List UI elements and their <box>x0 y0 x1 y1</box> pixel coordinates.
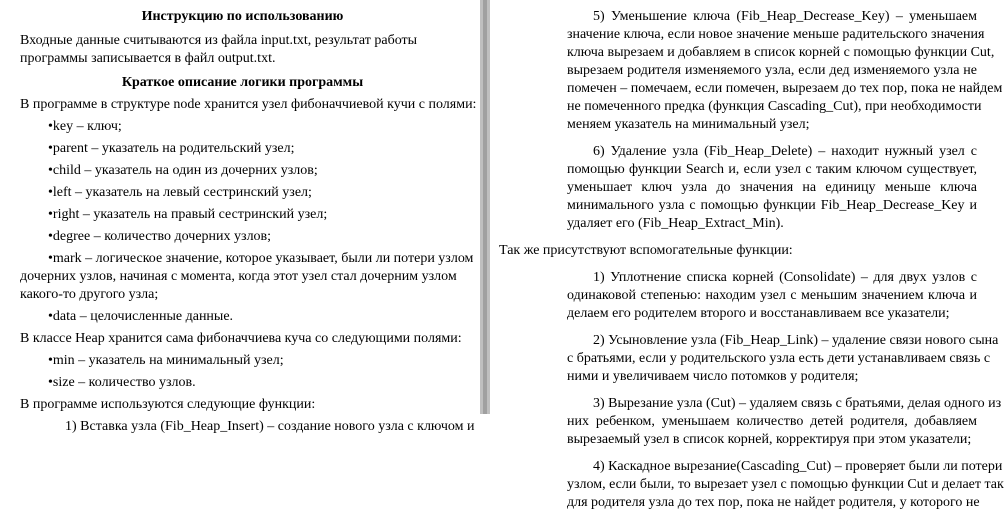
cascading-cut-line-2: узлом, если были, то вырезает узел с помощью функции Cut и делает так <box>567 477 1004 492</box>
node-field-key: •key – ключ; <box>48 119 122 134</box>
node-field-parent: •parent – указатель на родительский узел; <box>48 141 295 156</box>
gutter-shadow <box>483 0 487 414</box>
left-page <box>0 0 480 434</box>
intro-line-2: программы записывается в файл output.txt. <box>20 51 276 66</box>
node-field-right: •right – указатель на правый сестринский узел; <box>48 207 328 222</box>
node-field-mark-line-2: дочерних узлов, начиная с момента, когда этот узел стал дочерним узлом <box>20 269 457 284</box>
decrease-key-line-7: меняем указатель на минимальный узел; <box>567 117 810 132</box>
node-field-left: •left – указатель на левый сестринский узел; <box>48 185 312 200</box>
consolidate-line-2: одинаковой степенью: находим узел с меньшим значением ключа и <box>567 288 977 303</box>
decrease-key-line-3: ключа вырезаем и добавляем в список корней с помощью функции Cut, <box>567 45 995 60</box>
heap-intro: В классе Heap хранится сама фибоначчиева куча со следующими полями: <box>20 331 462 346</box>
node-field-child: •child – указатель на один из дочерних узлов; <box>48 163 318 178</box>
heap-field-size: •size – количество узлов. <box>48 375 196 390</box>
delete-line-2: помощью функции Search и, если узел с таким ключом существует, <box>567 162 977 177</box>
heap-field-min: •min – указатель на минимальный узел; <box>48 353 284 368</box>
cut-line-3: вырезаемый узел в список корней, корректируя при этом указатели; <box>567 432 972 447</box>
decrease-key-line-2: значение ключа, если новое значение меньше радительского значения <box>567 27 985 42</box>
node-field-mark-line-3: какого-то другого узла; <box>20 287 159 302</box>
functions-intro: В программе используются следующие функции: <box>20 397 316 412</box>
decrease-key-line-6: не помеченного предка (функция Cascading_Cut), при необходимости <box>567 99 982 114</box>
delete-line-3: уменьшает ключ узла до значения на единицу меньше ключа <box>567 180 977 195</box>
link-line-1: 2) Усыновление узла (Fib_Heap_Link) – удаление связи нового сына <box>593 333 999 348</box>
link-line-3: ними и увеличиваем число потомков у родителя; <box>567 369 859 384</box>
cut-line-1: 3) Вырезание узла (Cut) – удаляем связь с братьями, делая одного из <box>593 396 1002 411</box>
right-page <box>490 0 1004 510</box>
node-intro: В программе в структуре node хранится узел фибоначчиевой кучи с полями: <box>20 97 477 112</box>
section-subtitle: Краткое описание логики программы <box>121 75 364 90</box>
node-field-mark-line-1: •mark – логическое значение, которое указывает, были ли потери узлом <box>48 251 474 266</box>
cascading-cut-line-3: для родителя узла до тех пор, пока не найдет родителя, у которого не <box>567 495 980 510</box>
decrease-key-line-1: 5) Уменьшение ключа (Fib_Heap_Decrease_Key) – уменьшаем <box>593 9 977 24</box>
decrease-key-line-4: вырезаем родителя изменяемого узла, если дед изменяемого узла не <box>567 63 977 78</box>
right-page-content <box>499 8 1004 512</box>
page-gutter <box>480 0 490 414</box>
document-title: Инструкцию по использованию <box>141 9 344 24</box>
consolidate-line-3: делаем его родителем второго и восстанавливаем все указатели; <box>567 306 950 321</box>
node-field-degree: •degree – количество дочерних узлов; <box>48 229 272 244</box>
left-page-content <box>20 8 477 436</box>
function-insert: 1) Вставка узла (Fib_Heap_Insert) – создание нового узла с ключом и <box>65 419 475 434</box>
decrease-key-line-5: помечен – помечаем, если помечен, вырезаем до тех пор, пока не найдем <box>567 81 1003 96</box>
aux-functions-intro: Так же присутствуют вспомогательные функции: <box>499 243 793 258</box>
intro-line-1: Входные данные считываются из файла input.txt, результат работы <box>20 33 418 48</box>
delete-line-4: минимального узла с помощью функции Fib_Heap_Decrease_Key и <box>567 198 977 213</box>
delete-line-1: 6) Удаление узла (Fib_Heap_Delete) – находит нужный узел с <box>593 144 977 159</box>
cut-line-2: них ребенком, уменьшаем количество детей родителя, добавляем <box>567 414 977 429</box>
delete-line-5: удаляет его (Fib_Heap_Extract_Min). <box>567 216 784 231</box>
consolidate-line-1: 1) Уплотнение списка корней (Consolidate) – для двух узлов с <box>593 270 977 285</box>
cascading-cut-line-1: 4) Каскадное вырезание(Cascading_Cut) – проверяет были ли потери <box>593 459 1003 474</box>
link-line-2: с братьями, если у родительского узла есть дети устанавливаем связь с <box>567 351 991 366</box>
node-field-data: •data – целочисленные данные. <box>48 309 234 324</box>
